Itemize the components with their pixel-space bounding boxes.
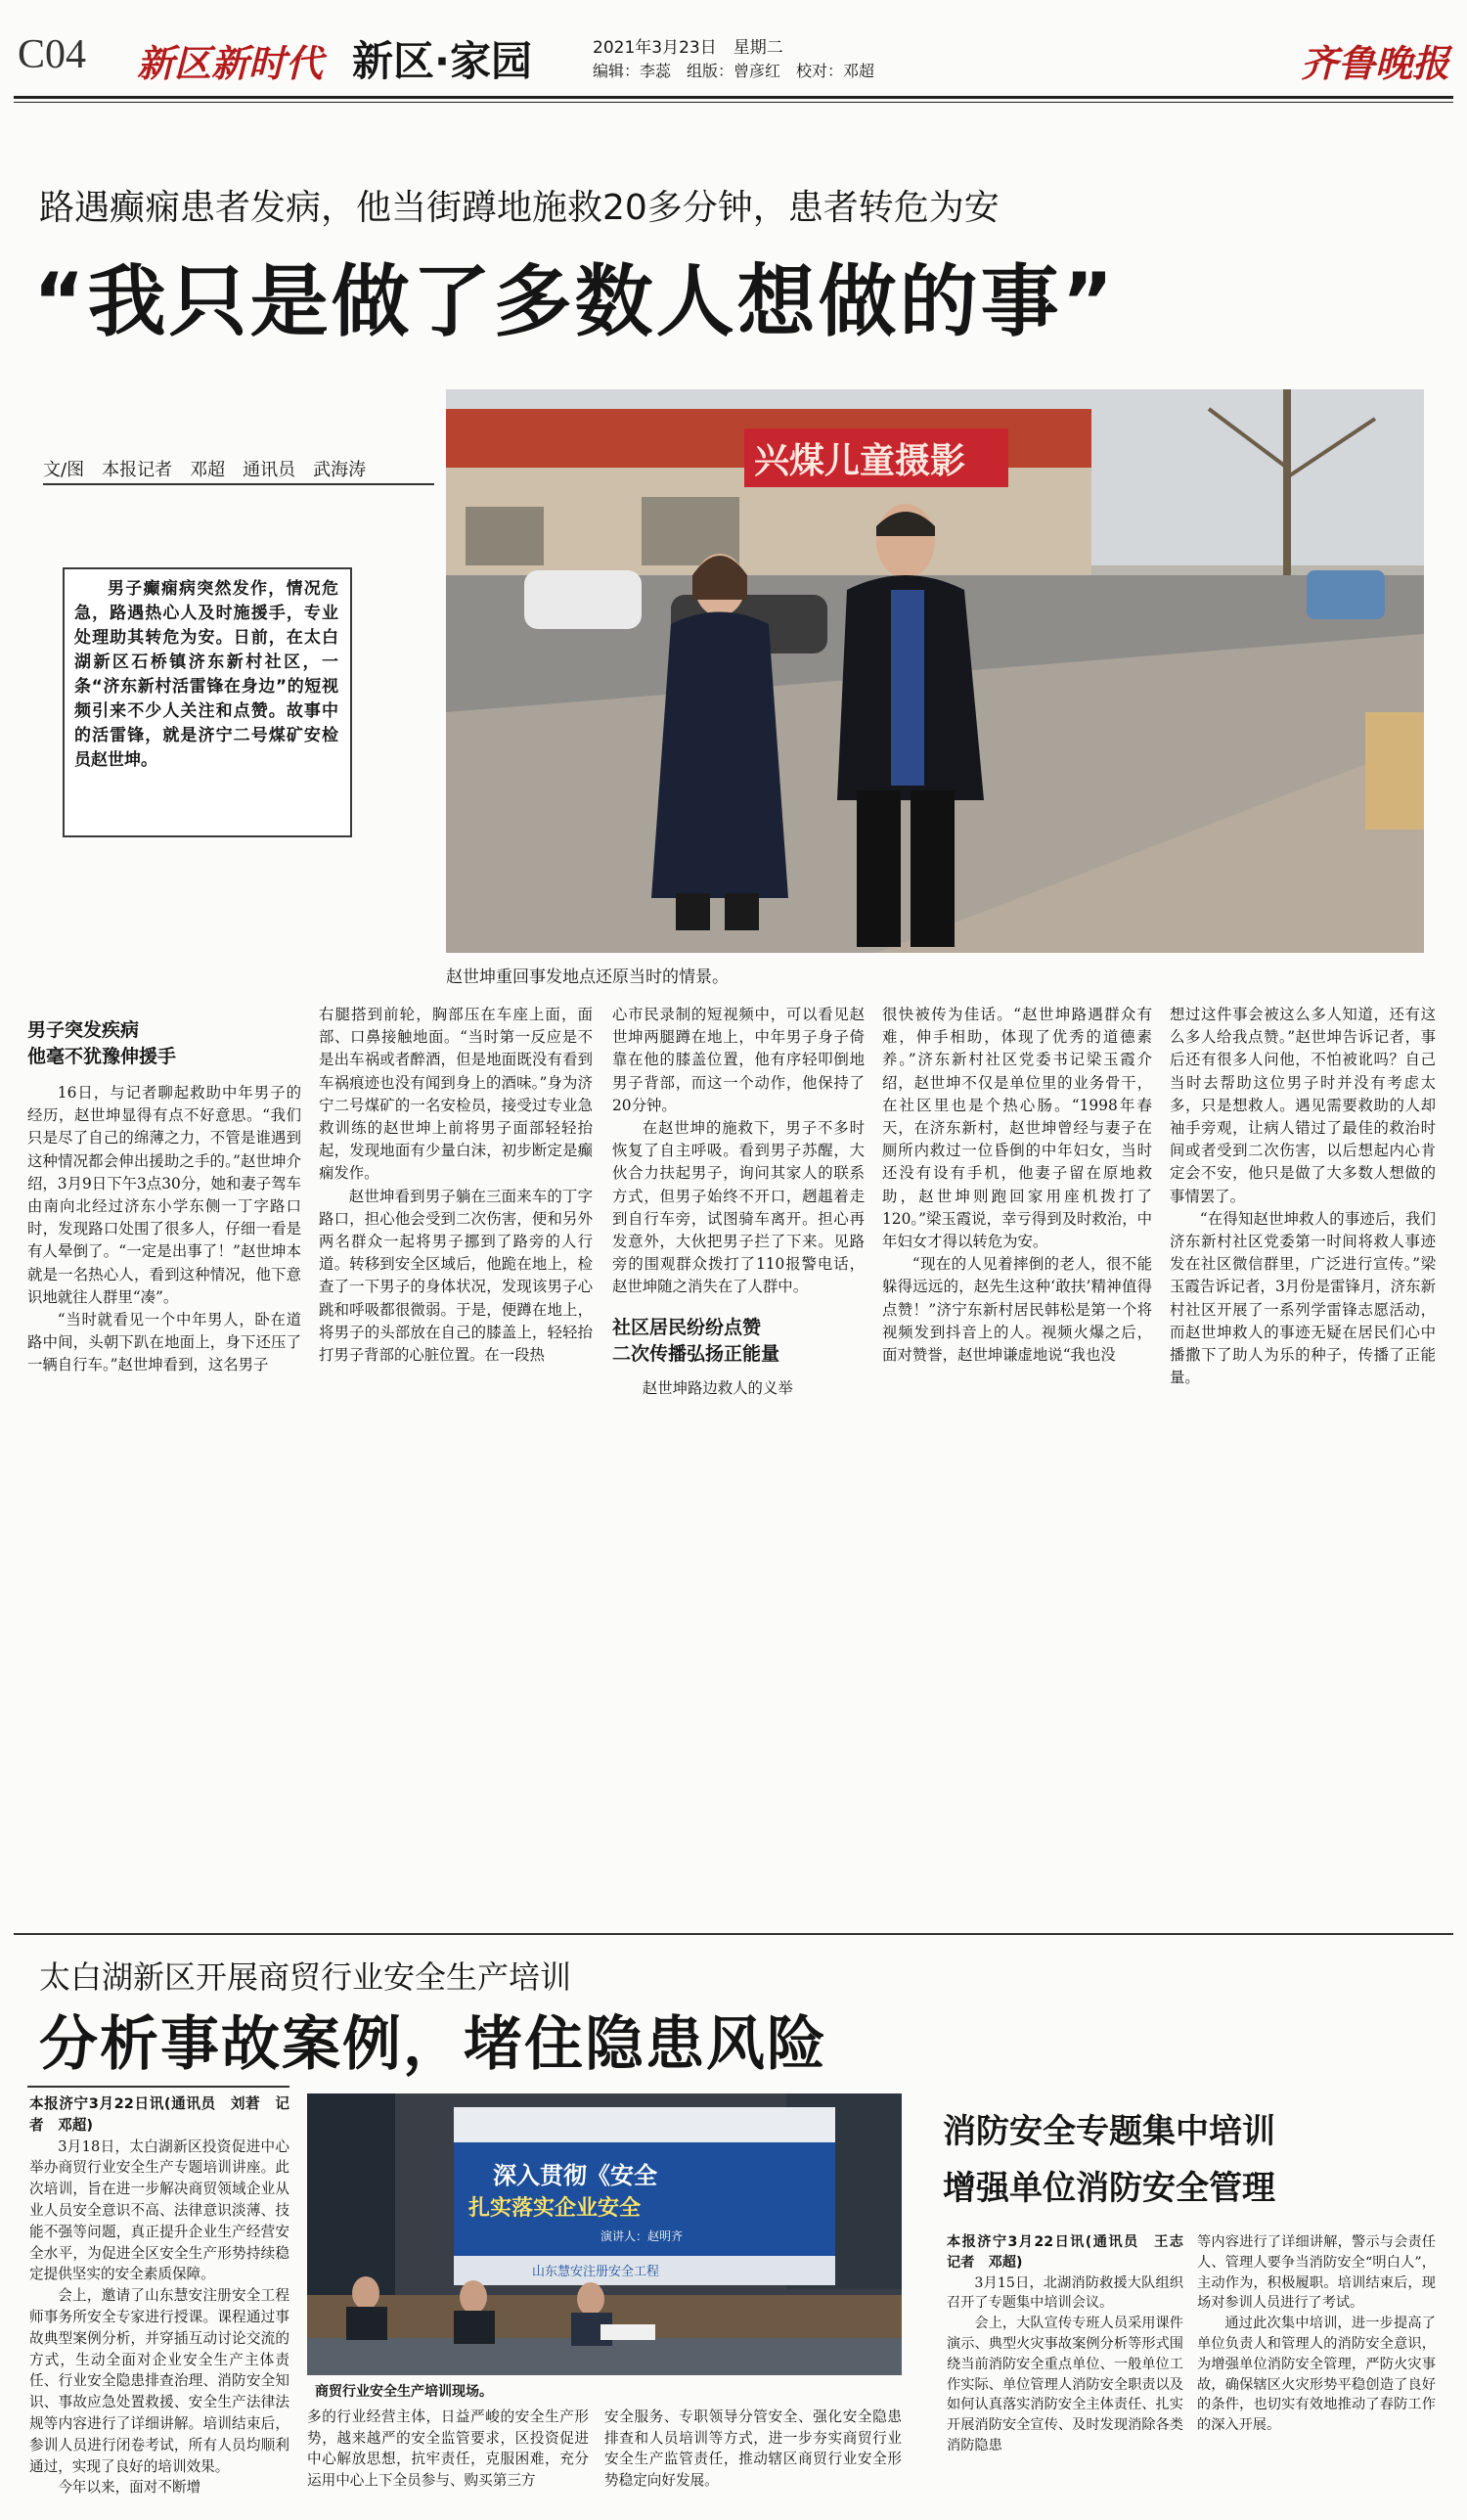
article1-col1-paragraph-1: 16日，与记者聊起救助中年男子的经历，赵世坤显得有点不好意思。“我们只是尽了自己的绵薄之力，不管是谁遇到这种情况都会伸出援助之手的。”赵世坤介绍，3月9日下午3点30分，她和妻子驾车由南向北经过济东小学东侧一丁字路口时，发现路口处围了很多人，仔细一看是有人晕倒了。“一定是出事了！”赵世坤本就是一名热心人，看到这种情况，他下意识地就往人群里“凑”。 bbox=[27, 1084, 301, 1306]
article1-col2-paragraph-1: 右腿搭到前轮，胸部压在车座上面，面部、口鼻接触地面。“当时第一反应是不是出车祸或者醉酒，但是地面既没有看到车祸痕迹也没有闻到身上的酒味。”身为济宁二号煤矿的一名安检员，接受过专业急救训练的赵世坤上前将男子面部轻轻抬起，发现地面有少量白沫，初步断定是癫痫发作。 bbox=[319, 1006, 593, 1183]
byline-rule bbox=[43, 483, 434, 485]
article1-column-5 bbox=[1170, 1004, 1436, 1919]
article1-headline: “我只是做了多数人想做的事” bbox=[33, 256, 1117, 347]
article1-col2-paragraph-2: 赵世坤看到男子躺在三面来车的丁字路口，担心他会受到二次伤害，便和另外两名群众一起将男子挪到了路旁的人行道。转移到安全区域后，他跪在地上，检查了一下男子的身体状况，发现该男子心跳和呼吸都很微弱。于是，便蹲在地上，将男子的头部放在自己的膝盖上，轻轻抬打男子背部的心脏位置。在一段热 bbox=[319, 1187, 593, 1365]
summary-text: 男子癫痫病突然发作，情况危急，路遇热心人及时施援手，专业处理助其转危为安。日前，在太白湖新区石桥镇济东新村社区，一条“济东新村活雷锋在身边”的短视频引来不少人关注和点赞。故事中的活雷锋，就是济宁二号煤矿安检员赵世坤。 bbox=[74, 579, 338, 770]
article2-column-3 bbox=[604, 2407, 902, 2512]
screen-organizer: 山东慧安注册安全工程 bbox=[532, 2265, 660, 2279]
paper-logo: 齐鲁晚报 bbox=[1301, 41, 1450, 85]
article1-column-4 bbox=[882, 1004, 1152, 1919]
article3-headline-line-2: 增强单位消防安全管理 bbox=[943, 2169, 1275, 2208]
article2-column-2 bbox=[307, 2407, 589, 2512]
article3-col2-paragraph-1: 等内容进行了详细讲解，警示与会责任人、管理人要争当消防安全“明白人”，主动作为，积极履职。培训结束后，现场对参训人员进行了考试。 bbox=[1197, 2234, 1436, 2312]
article3-col2-paragraph-2: 通过此次集中培训，进一步提高了单位负责人和管理人的消防安全意识，为增强单位消防安全管理，严防火灾事故，确保辖区火灾形势平稳创造了良好的条件，也切实有效地推动了春防工作的深入开展。 bbox=[1197, 2316, 1436, 2434]
article2-dateline: 本报济宁3月22日讯(通讯员 刘莙 记者 邓超) bbox=[29, 2095, 289, 2134]
issue-date: 2021年3月23日 星期二 bbox=[593, 38, 783, 58]
article2-top-rule bbox=[27, 2086, 289, 2088]
header-rule-thin bbox=[14, 102, 1453, 103]
article1-col3-paragraph-3: 赵世坤路边救人的义举 bbox=[642, 1378, 793, 1397]
article2-col3-paragraph: 安全服务、专职领导分管安全、强化安全隐患排查和人员培训等方式，进一步夯实商贸行业安全生产监管责任，推动辖区商贸行业安全形势稳定向好发展。 bbox=[604, 2408, 902, 2489]
article1-subhead-1 bbox=[27, 1017, 301, 1070]
article1-col5-paragraph-2: “在得知赵世坤救人的事迹后，我们济东新村社区党委第一时间将救人事迹发在社区微信群里，广泛进行宣传。”梁玉霞告诉记者，3月份是雷锋月，济东新村社区开展了一系列学雷锋志愿活动，而赵世坤救人的事迹无疑在居民们心中播撒下了助人为乐的种子，传播了正能量。 bbox=[1170, 1209, 1436, 1387]
article2-col1-paragraph-2: 会上，邀请了山东慧安注册安全工程师事务所安全专家进行授课。课程通过事故典型案例分析，并穿插互动讨论交流的方式，生动全面对企业安全生产主体责任、行业安全隐患排查治理、消防安全知识、事故应急处置救援、安全生产法律法规等内容进行了详细讲解。培训结束后，参训人员进行闭卷考试，所有人员均顺利通过，实现了良好的培训效果。 bbox=[29, 2287, 289, 2475]
header-rule bbox=[14, 96, 1453, 99]
article1-col3-paragraph-1: 心市民录制的短视频中，可以看见赵世坤两腿蹲在地上，中年男子身子倚靠在他的膝盖位置，他有序轻叩倒地男子背部，而这一个动作，他保持了20分钟。 bbox=[612, 1006, 865, 1114]
article1-photo bbox=[446, 389, 1424, 953]
article3-column-1 bbox=[947, 2232, 1198, 2514]
article2-col1-paragraph-3: 今年以来，面对不断增 bbox=[58, 2479, 201, 2497]
article3-headline bbox=[943, 2103, 1275, 2217]
article2-photo-caption: 商贸行业安全生产培训现场。 bbox=[315, 2384, 493, 2400]
subhead-2-line-2: 二次传播弘扬正能量 bbox=[612, 1342, 780, 1365]
article3-column-2 bbox=[1197, 2232, 1436, 2514]
article1-col3-paragraph-2: 在赵世坤的施救下，男子不多时恢复了自主呼吸。看到男子苏醒，大伙合力扶起男子，询问其家人的联系方式，但男子始终不开口，趔趄着走到自行车旁，试图骑车离开。担心再发意外，大伙把男子拦了下来。见路旁的围观群众拨打了110报警电话，赵世坤随之消失在了人群中。 bbox=[612, 1119, 865, 1296]
article1-col5-paragraph-1: 想过这件事会被这么多人知道，还有这么多人给我点赞。”赵世坤告诉记者，事后还有很多人问他，不怕被讹吗？自己当时去帮助这位男子时并没有考虑太多，只是想救人。遇见需要救助的人却袖手旁观，让病人错过了最佳的救治时间或者受到二次伤害，以后想起内心肯定会不安，他只是做了大多数人想做的事情罢了。 bbox=[1170, 1006, 1436, 1205]
article3-col1-paragraph-1: 3月15日，北湖消防救援大队组织召开了专题集中培训会议。 bbox=[947, 2274, 1183, 2312]
section-brand-logo: 新区新时代 bbox=[137, 41, 324, 85]
screen-speaker: 演讲人：赵明齐 bbox=[600, 2229, 684, 2243]
article1-photo-caption: 赵世坤重回事发地点还原当时的情景。 bbox=[446, 968, 729, 987]
article1-subhead-2 bbox=[612, 1315, 865, 1368]
article1-column-3 bbox=[612, 1004, 865, 1919]
article1-col1-paragraph-2: “当时就看见一个中年男人，卧在道路中间，头朝下趴在地面上，身下还压了一辆自行车。”赵世坤看到，这名男子 bbox=[27, 1311, 301, 1374]
screen-title-line-2: 扎实落实企业安全 bbox=[468, 2196, 642, 2221]
article2-kicker: 太白湖新区开展商贸行业安全生产培训 bbox=[39, 1958, 572, 1996]
article1-col4-paragraph-2: “现在的人见着摔倒的老人，很不能躲得远远的，赵先生这种‘敢扶’精神值得点赞！”济宁东新村居民韩松是第一个将视频发到抖音上的人。视频火爆之后，面对赞誉，赵世坤谦虚地说“我也没 bbox=[882, 1255, 1152, 1365]
editor-credits: 编辑：李蕊 组版：曾彦红 校对：邓超 bbox=[593, 62, 875, 80]
subhead-1-line-2: 他毫不犹豫伸援手 bbox=[27, 1046, 177, 1067]
article1-byline: 文/图 本报记者 邓超 通讯员 武海涛 bbox=[43, 460, 367, 480]
article2-headline: 分析事故案例，堵住隐患风险 bbox=[39, 2010, 827, 2079]
article1-column-1 bbox=[27, 1004, 301, 1919]
subhead-1-line-1: 男子突发疾病 bbox=[27, 1019, 140, 1041]
article1-col4-paragraph-1: 很快被传为佳话。“赵世坤路遇群众有难，伸手相助，体现了优秀的道德素养。”济东新村社区党委书记梁玉霞介绍，赵世坤不仅是单位里的业务骨干，在社区里也是个热心肠。“1998年春天，在济东新村，赵世坤曾经与妻子在厕所内救过一位昏倒的中年妇女，当时还没有设有手机，他妻子留在原地救助，赵世坤则跑回家用座机拨打了120。”梁玉霞说，幸亏得到及时救治，中年妇女才得以转危为安。 bbox=[882, 1006, 1152, 1251]
section-name: 新区·家园 bbox=[352, 37, 532, 85]
shop-sign-text: 兴煤儿童摄影 bbox=[754, 441, 966, 481]
summary-box bbox=[63, 567, 352, 837]
article3-dateline: 本报济宁3月22日讯(通讯员 王志 记者 邓超) bbox=[947, 2234, 1198, 2271]
section-divider bbox=[14, 1933, 1453, 1935]
article1-kicker: 路遇癫痫患者发病，他当街蹲地施救20多分钟，患者转危为安 bbox=[39, 188, 1000, 228]
article2-photo bbox=[307, 2093, 902, 2375]
article2-col1-paragraph-1: 3月18日，太白湖新区投资促进中心举办商贸行业安全生产专题培训讲座。此次培训，旨在进一步解决商贸领域企业从业人员安全意识不高、法律意识淡薄、技能不强等问题，真正提升企业生产经营安全水平，为促进全区安全生产形势持续稳定提供坚实的安全素质保障。 bbox=[29, 2138, 289, 2283]
article1-column-2 bbox=[319, 1004, 593, 1919]
article3-col1-paragraph-2: 会上，大队宣传专班人员采用课件演示、典型火灾事故案例分析等形式围绕当前消防安全重点单位、一般单位工作实际、单位管理人消防安全职责以及如何认真落实消防安全主体责任、扎实开展消防安全宣传、及时发现消除各类消防隐患 bbox=[947, 2316, 1183, 2453]
subhead-2-line-1: 社区居民纷纷点赞 bbox=[612, 1316, 762, 1338]
screen-title-line-1: 深入贯彻《安全 bbox=[493, 2162, 657, 2189]
page-number: C04 bbox=[18, 32, 87, 77]
article3-headline-line-1: 消防安全专题集中培训 bbox=[943, 2112, 1275, 2151]
article2-column-1 bbox=[29, 2093, 289, 2512]
article2-col2-paragraph: 多的行业经营主体，日益严峻的安全生产形势，越来越严的安全监管要求，区投资促进中心解放思想，抗牢责任，克服困难，充分运用中心上下全员参与、购买第三方 bbox=[307, 2408, 589, 2489]
